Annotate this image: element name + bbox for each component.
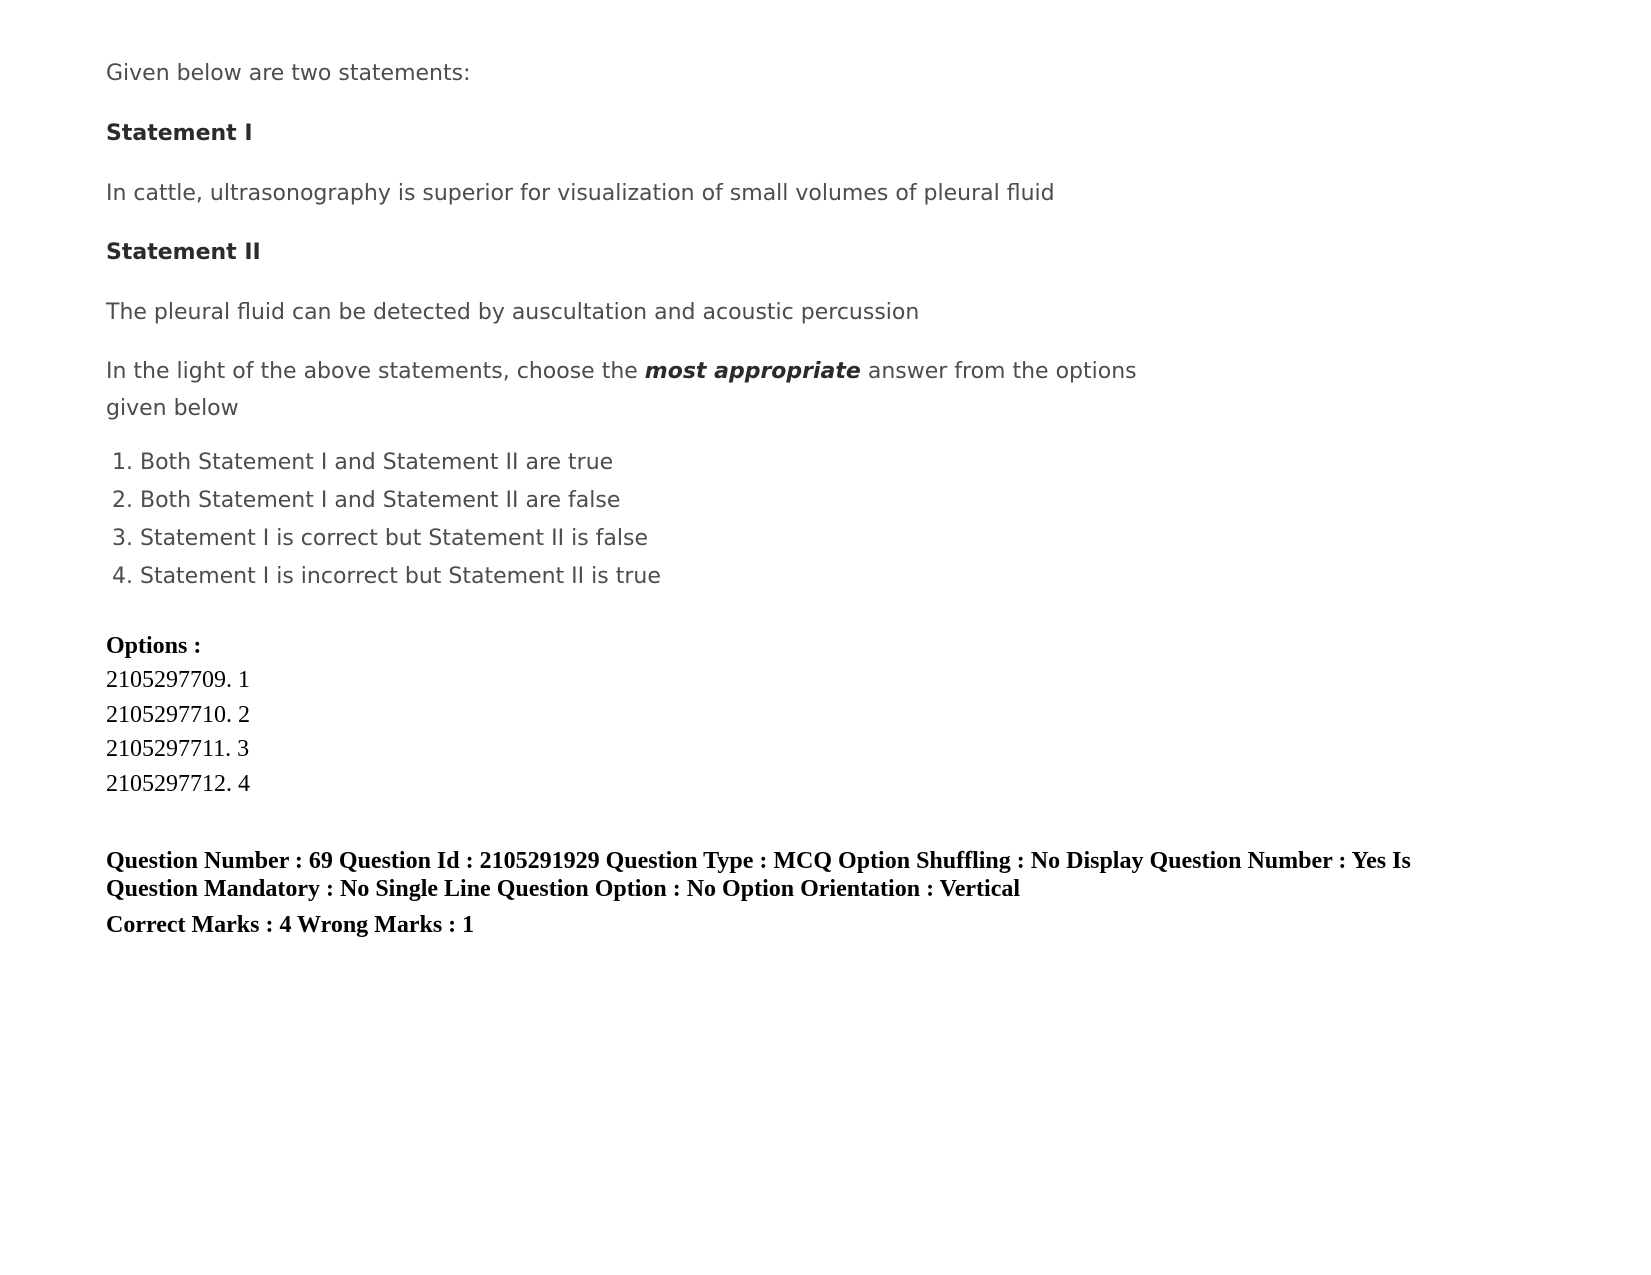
instruction-text <box>106 353 1206 427</box>
instruction-after: answer from the options <box>860 359 1137 384</box>
marks-line: Correct Marks : 4 Wrong Marks : 1 <box>106 912 475 938</box>
instruction-before: In the light of the above statements, choose the <box>106 359 645 384</box>
answer-choices <box>106 444 1206 596</box>
question-intro: Given below are two statements: <box>106 61 471 86</box>
question-block <box>106 60 1206 596</box>
statement-1-heading: Statement I <box>106 121 253 146</box>
statement-2-text: The pleural fluid can be detected by auscultation and acoustic percussion <box>106 300 920 325</box>
option-id-row: 2105297711. 3 <box>106 736 250 762</box>
option-id-row: 2105297710. 2 <box>106 701 250 728</box>
answer-choice: 1. Both Statement I and Statement II are true <box>112 450 614 475</box>
question-details-line-1: Question Number : 69 Question Id : 2105291929 Question Type : MCQ Option Shuffling : No Display Question Number : Yes Is <box>106 848 1411 874</box>
option-id-row: 2105297709. 1 <box>106 667 250 693</box>
instruction-emphasis: most appropriate <box>644 359 861 384</box>
answer-choice: 3. Statement I is correct but Statement II is false <box>112 526 648 551</box>
option-id-row: 2105297712. 4 <box>106 770 250 797</box>
instruction-line-2: given below <box>106 396 239 421</box>
options-block <box>106 629 1586 801</box>
options-label: Options : <box>106 633 202 659</box>
answer-choice: 2. Both Statement I and Statement II are false <box>112 488 621 513</box>
statement-2-heading: Statement II <box>106 240 261 265</box>
question-details <box>106 847 1596 939</box>
statement-1-text: In cattle, ultrasonography is superior for visualization of small volumes of pleural fluid <box>106 181 1055 206</box>
question-details-line-2: Question Mandatory : No Single Line Question Option : No Option Orientation : Vertical <box>106 876 1021 902</box>
answer-choice: 4. Statement I is incorrect but Statement II is true <box>112 564 661 589</box>
